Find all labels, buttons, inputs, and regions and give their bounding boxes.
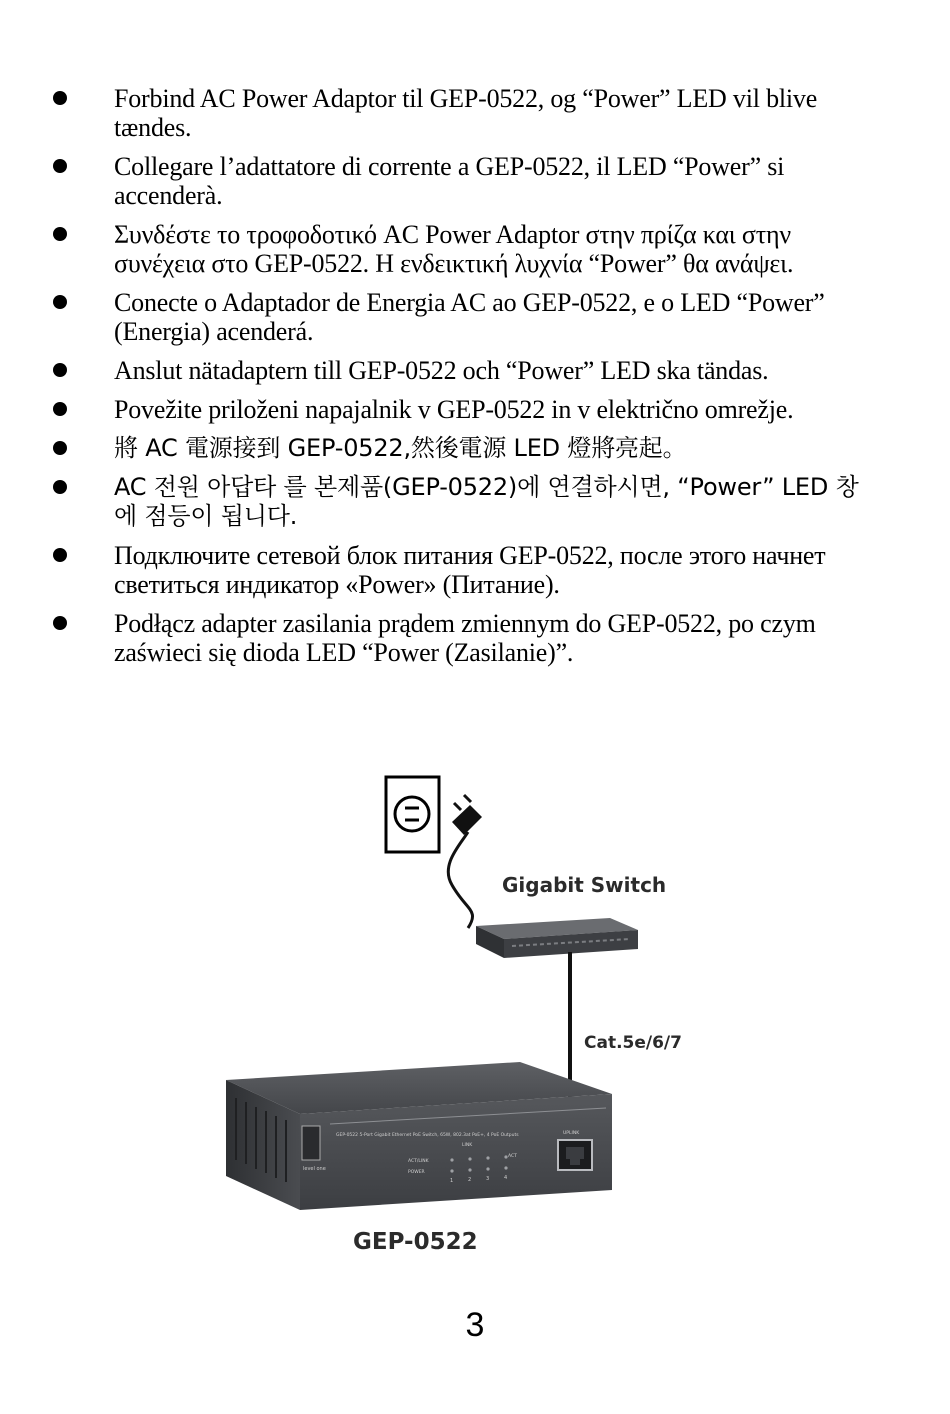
cable-label: Cat.5e/6/7 bbox=[584, 1033, 682, 1053]
instruction-text: Conecte o Adaptador de Energia AC ao GEP-0522, e o LED “Power” (Energia) acenderá. bbox=[114, 288, 825, 346]
led-row-power-label: POWER bbox=[408, 1170, 425, 1175]
port-number: 4 bbox=[504, 1175, 508, 1181]
instruction-text: Podłącz adapter zasilania prądem zmiennym do GEP-0522, po czym zaświeci się dioda LED “Power (Zasilanie)”. bbox=[114, 609, 816, 667]
instruction-text: Forbind AC Power Adaptor til GEP-0522, og “Power” LED vil blive tændes. bbox=[114, 84, 818, 142]
instruction-item-russian bbox=[0, 541, 950, 599]
instruction-item-greek bbox=[0, 220, 950, 278]
legend-link-label: LINK bbox=[462, 1143, 473, 1148]
switch-label: Gigabit Switch bbox=[502, 873, 667, 897]
power-plug-icon bbox=[452, 795, 482, 835]
gigabit-switch-icon bbox=[476, 918, 638, 958]
instruction-text: Anslut nätadaptern till GEP-0522 och “Power” LED ska tändas. bbox=[114, 356, 769, 385]
page-number: 3 bbox=[465, 1306, 485, 1344]
instruction-text: Συνδέστε το τροφοδοτικό AC Power Adaptor στην πρίζα και στην συνέχεια στο GEP-0522. Η ενδεικτική λυχνία “Power” θα ανάψει. bbox=[114, 220, 794, 278]
bullet-icon bbox=[53, 159, 67, 173]
instruction-list bbox=[0, 84, 950, 677]
instruction-item-polish bbox=[0, 609, 950, 667]
instruction-text: Подключите сетевой блок питания GEP-0522, после этого начнет светиться индикатор «Power» (Питание). bbox=[114, 541, 826, 599]
led-row-act-link-label: ACT/LINK bbox=[408, 1159, 429, 1164]
brand-logo-icon bbox=[302, 1126, 320, 1160]
instruction-item-italian bbox=[0, 152, 950, 210]
bullet-icon bbox=[53, 480, 67, 494]
instruction-item-korean bbox=[0, 473, 950, 531]
bullet-icon bbox=[53, 441, 67, 455]
brand-label: level one bbox=[303, 1166, 326, 1172]
rj45-port-icon bbox=[558, 1140, 592, 1170]
bullet-icon bbox=[53, 227, 67, 241]
legend-act-label: ACT bbox=[508, 1154, 517, 1159]
instruction-text: Povežite priloženi napajalnik v GEP-0522 in v električno omrežje. bbox=[114, 395, 794, 424]
port-number: 2 bbox=[468, 1177, 472, 1183]
power-cable bbox=[448, 832, 472, 928]
port-number: 1 bbox=[450, 1178, 454, 1184]
bullet-icon bbox=[53, 616, 67, 630]
instruction-text: 將 AC 電源接到 GEP-0522,然後電源 LED 燈將亮起。 bbox=[114, 434, 687, 462]
bullet-icon bbox=[53, 91, 67, 105]
front-panel-text: GEP-0522 5-Port Gigabit Ethernet PoE Switch, 65W, 802.3at PoE+, 4 PoE Outputs bbox=[336, 1133, 519, 1138]
instruction-item-chinese bbox=[0, 434, 950, 463]
device-label: GEP-0522 bbox=[353, 1229, 478, 1255]
bullet-icon bbox=[53, 548, 67, 562]
instruction-item-danish bbox=[0, 84, 950, 142]
instruction-text: AC 전원 아답타 를 본제품(GEP-0522)에 연결하시면, “Power” LED 창에 점등이 됩니다. bbox=[114, 473, 859, 530]
port-number: 3 bbox=[486, 1176, 490, 1182]
instruction-text: Collegare l’adattatore di corrente a GEP-0522, il LED “Power” si accenderà. bbox=[114, 152, 785, 210]
bullet-icon bbox=[53, 402, 67, 416]
uplink-label: UPLINK bbox=[563, 1131, 580, 1136]
gep-0522-device bbox=[226, 1062, 612, 1210]
bullet-icon bbox=[53, 295, 67, 309]
instruction-item-portuguese bbox=[0, 288, 950, 346]
instruction-item-swedish bbox=[0, 356, 950, 385]
bullet-icon bbox=[53, 363, 67, 377]
instruction-item-slovenian bbox=[0, 395, 950, 424]
wall-outlet-icon bbox=[386, 777, 439, 852]
connection-diagram bbox=[0, 750, 950, 1290]
